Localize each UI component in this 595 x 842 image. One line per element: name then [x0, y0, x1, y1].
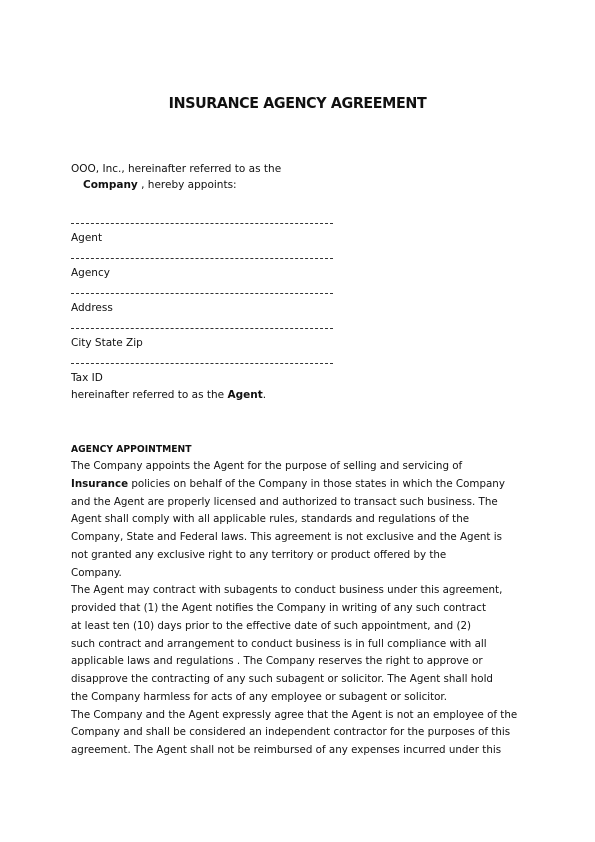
closing-prefix: hereinafter referred to as the: [71, 389, 228, 401]
body-line: provided that (1) the Agent notifies the Company in writing of any such contract: [71, 602, 486, 614]
intro-line-2-text: , hereby appoints:: [137, 179, 237, 191]
section-heading: AGENCY APPOINTMENT: [71, 444, 192, 455]
agent-reference-line: [71, 387, 341, 404]
body-line: such contract and arrangement to conduct business is in full compliance with all: [71, 637, 487, 650]
body-line: The Company and the Agent expressly agree that the Agent is not an employee of the: [71, 708, 518, 721]
company-term: Company: [83, 179, 138, 191]
body-line: [71, 476, 526, 494]
city-state-zip-label: City State Zip: [71, 337, 143, 349]
page-title: INSURANCE AGENCY AGREEMENT: [168, 94, 427, 112]
address-blank-line[interactable]: [71, 282, 341, 300]
body-line: Company, State and Federal laws. This agreement is not exclusive and the Agent is: [71, 531, 502, 543]
body-line: The Agent may contract with subagents to conduct business under this agreement,: [71, 584, 503, 597]
closing-suffix: .: [262, 389, 267, 401]
intro-line-2: [71, 177, 281, 193]
tax-id-blank-line[interactable]: [71, 352, 341, 370]
body-line: applicable laws and regulations . The Company reserves the right to approve or: [71, 655, 483, 668]
agent-blank-line[interactable]: [71, 212, 341, 230]
agency-label: Agency: [71, 267, 110, 279]
body-line: the Company harmless for acts of any employee or subagent or solicitor.: [71, 690, 447, 703]
body-line: Agent shall comply with all applicable rules, standards and regulations of the: [71, 513, 470, 526]
body-line: The Company appoints the Agent for the purpose of selling and servicing of: [71, 460, 463, 472]
tax-id-label: Tax ID: [71, 372, 103, 384]
intro-line-1: OOO, Inc., hereinafter referred to as the: [71, 163, 282, 175]
city-state-zip-blank-line[interactable]: [71, 317, 341, 335]
body-line: Company.: [71, 566, 122, 579]
insurance-term: Insurance: [71, 477, 129, 490]
agency-blank-line[interactable]: [71, 247, 341, 265]
body-line: and the Agent are properly licensed and authorized to transact such business. The: [71, 495, 498, 508]
body-line: disapprove the contracting of any such subagent or solicitor. The Agent shall hold: [71, 673, 493, 685]
agent-details-block: [71, 212, 341, 404]
agent-term: Agent: [227, 389, 263, 401]
body-line: not granted any exclusive right to any territory or product offered by the: [71, 548, 447, 561]
intro-paragraph: [71, 161, 281, 193]
body-line: at least ten (10) days prior to the effective date of such appointment, and (2): [71, 619, 472, 632]
body-line: Company and shall be considered an independent contractor for the purposes of this: [71, 726, 511, 739]
agent-label: Agent: [71, 232, 103, 244]
body-line: agreement. The Agent shall not be reimbursed of any expenses incurred under this: [71, 744, 502, 756]
body-line-text: policies on behalf of the Company in those states in which the Company: [131, 477, 505, 490]
address-label: Address: [71, 302, 113, 314]
agency-appointment-body: [71, 458, 526, 760]
